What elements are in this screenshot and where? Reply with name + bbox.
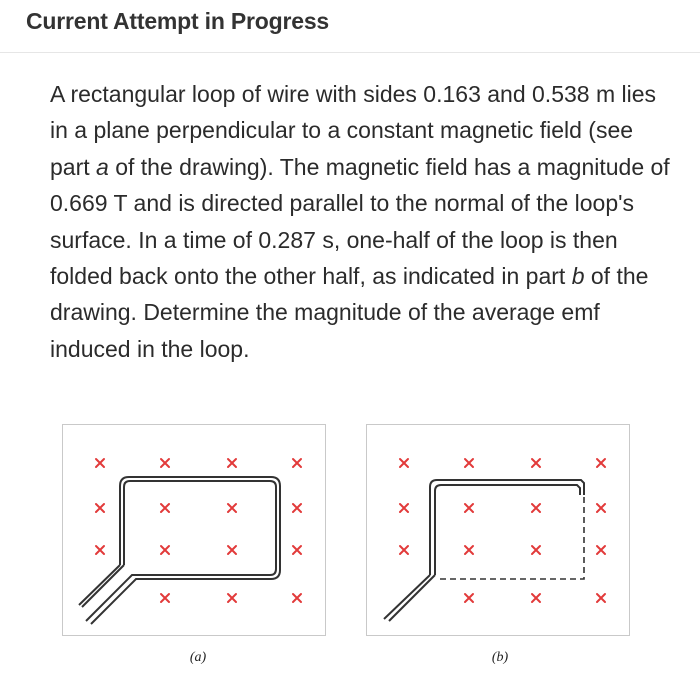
field-x-marker — [293, 459, 301, 467]
question-text-part-2: of the drawing). The magnetic field has a magnitude of 0.669 T and is directed parallel to the normal of the loop's surface. In a time of 0.287 s, one-half of the loop is then folded back onto the other half, as indicated in part — [50, 153, 670, 290]
field-x-marker — [465, 546, 473, 554]
field-x-marker — [400, 504, 408, 512]
field-x-marker — [293, 504, 301, 512]
wire-loop — [79, 477, 280, 624]
field-x-marker — [532, 459, 540, 467]
field-x-marker — [597, 546, 605, 554]
field-x-marker — [161, 504, 169, 512]
field-x-marker — [532, 594, 540, 602]
question-text-part-3: of the drawing. Determine the magnitude of the average emf induced in the loop. — [50, 263, 649, 362]
page-title: Current Attempt in Progress — [26, 8, 330, 34]
field-x-marker — [597, 504, 605, 512]
field-x-marker — [465, 459, 473, 467]
field-x-marker — [293, 594, 301, 602]
field-x-marker — [161, 594, 169, 602]
field-x-marker — [465, 594, 473, 602]
figure-b-drawing — [367, 425, 631, 637]
question-text — [50, 76, 670, 367]
field-x-marker — [228, 459, 236, 467]
field-x-marker — [228, 546, 236, 554]
field-x-marker — [96, 546, 104, 554]
field-x-marker — [597, 459, 605, 467]
figure-a-drawing — [63, 425, 327, 637]
field-x-marker — [465, 504, 473, 512]
figure-a — [62, 424, 326, 636]
field-x-marker — [161, 459, 169, 467]
field-x-marker — [532, 546, 540, 554]
part-a-reference: a — [96, 153, 109, 180]
field-x-marker — [228, 504, 236, 512]
question-text-part-1: A rectangular loop of wire with sides 0.163 and 0.538 m lies in a plane perpendicular to a constant magnetic field (see part — [50, 81, 657, 180]
figure-a-label: (a) — [189, 650, 207, 665]
figure-b-label: (b) — [491, 650, 509, 665]
field-x-marker — [293, 546, 301, 554]
figure-b — [366, 424, 630, 636]
field-x-marker — [228, 594, 236, 602]
field-x-marker — [400, 459, 408, 467]
folded-half-outline — [437, 497, 584, 579]
header — [0, 0, 700, 53]
field-x-marker — [96, 459, 104, 467]
field-x-marker — [597, 594, 605, 602]
field-x-marker — [96, 504, 104, 512]
field-x-marker — [400, 546, 408, 554]
field-x-marker — [161, 546, 169, 554]
folded-wire-loop — [384, 480, 584, 621]
part-b-reference: b — [571, 263, 585, 290]
field-x-marker — [532, 504, 540, 512]
